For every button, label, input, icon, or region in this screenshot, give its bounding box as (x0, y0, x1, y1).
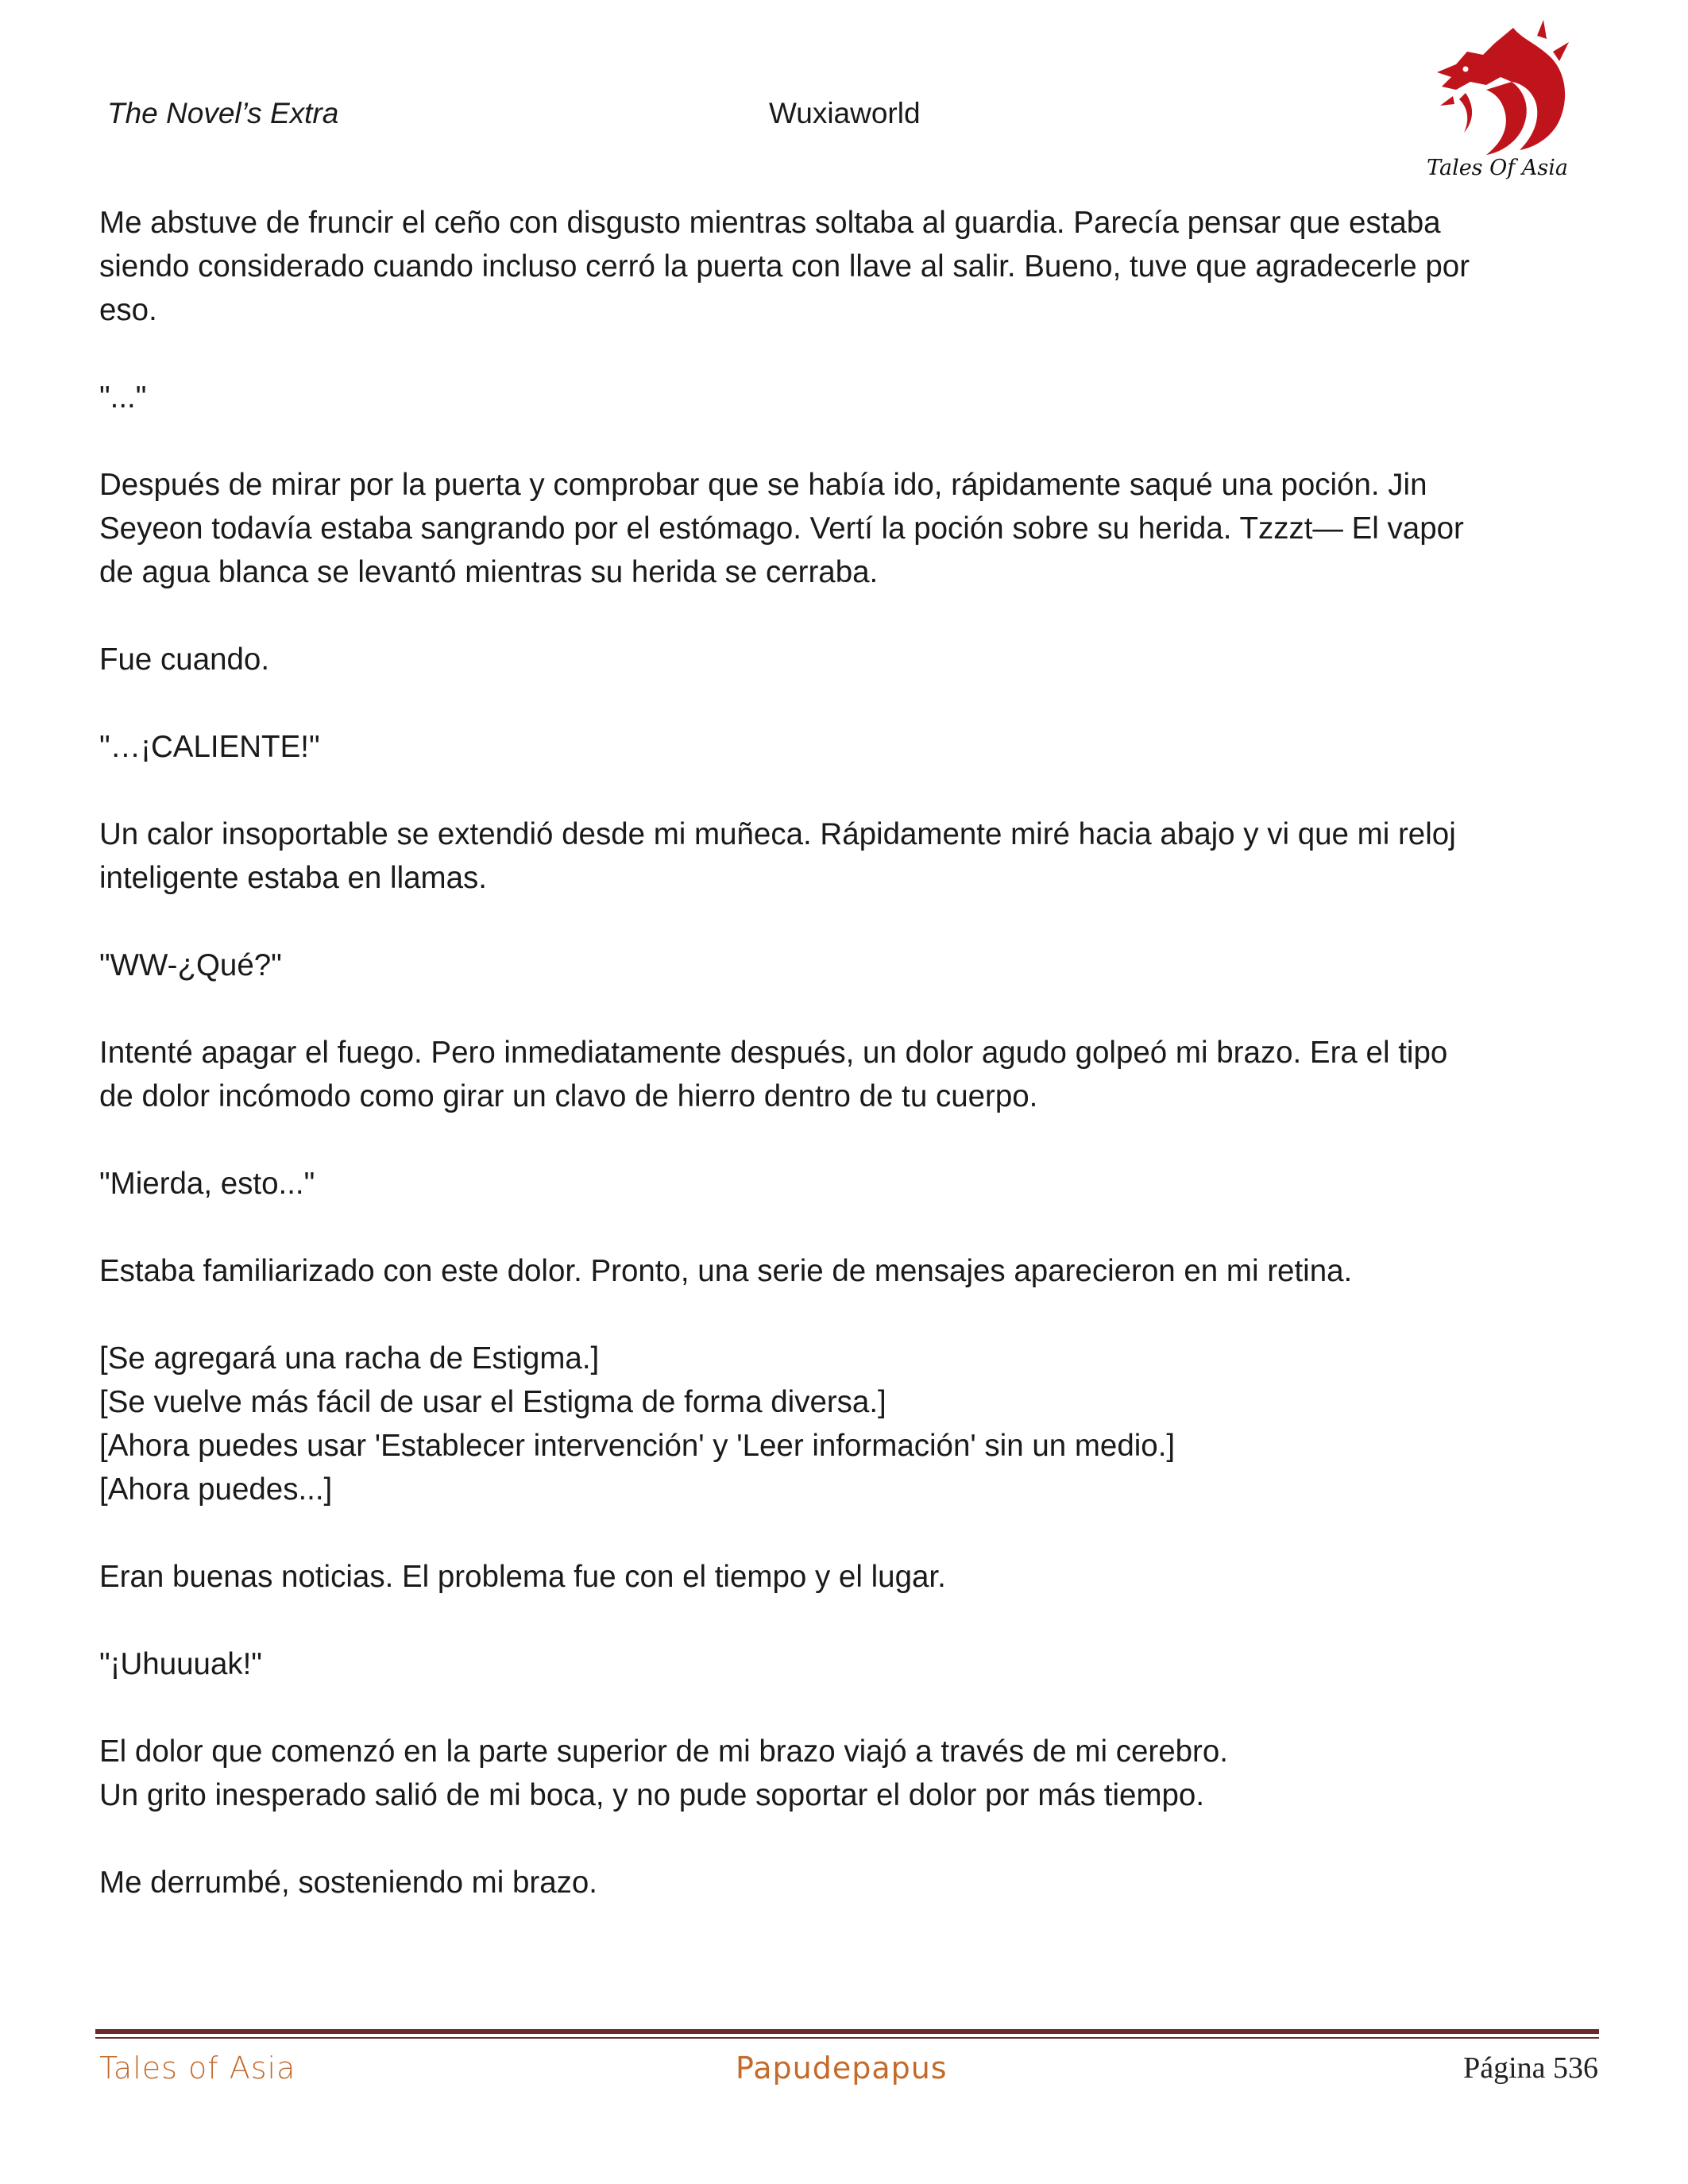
text-line: eso. (99, 293, 157, 327)
footer-rule (95, 2029, 1599, 2034)
logo-text: Tales Of Asia (1427, 156, 1568, 180)
text-line: de agua blanca se levantó mientras su herida se cerraba. (99, 555, 879, 589)
text-line: Eran buenas noticias. El problema fue con el tiempo y el lugar. (99, 1560, 946, 1594)
text-line: de dolor incómodo como girar un clavo de hierro dentro de tu cuerpo. (99, 1079, 1038, 1113)
text-line: [Se agregará una racha de Estigma.] (99, 1341, 600, 1376)
footer-translator: Papudepapus (736, 2051, 948, 2086)
text-line: Me abstuve de fruncir el ceño con disgusto mientras soltaba al guardia. Parecía pensar que estaba (99, 206, 1441, 240)
text-line: [Se vuelve más fácil de usar el Estigma de forma diversa.] (99, 1385, 886, 1419)
text-line: inteligente estaba en llamas. (99, 861, 487, 895)
text-line: "…¡CALIENTE!" (99, 730, 320, 764)
text-line: siendo considerado cuando incluso cerró la puerta con llave al salir. Bueno, tuve que agradecerle por (99, 249, 1470, 284)
text-line: "¡Uhuuuak!" (99, 1647, 262, 1681)
site-name: Wuxiaworld (769, 97, 921, 129)
footer-rule-thin (95, 2037, 1599, 2039)
text-line: "WW-¿Qué?" (99, 948, 282, 982)
text-line: [Ahora puedes usar 'Establecer intervención' y 'Leer información' sin un medio.] (99, 1429, 1176, 1463)
book-title: The Novel’s Extra (107, 97, 339, 129)
text-line: "..." (99, 380, 147, 415)
text-line: [Ahora puedes...] (99, 1472, 333, 1507)
text-line: Después de mirar por la puerta y comprobar que se había ido, rápidamente saqué una poción. Jin (99, 468, 1427, 502)
text-line: El dolor que comenzó en la parte superior de mi brazo viajó a través de mi cerebro. (99, 1734, 1228, 1769)
text-line: Me derrumbé, sosteniendo mi brazo. (99, 1866, 597, 1900)
text-line: Intenté apagar el fuego. Pero inmediatamente después, un dolor agudo golpeó mi brazo. Era el tipo (99, 1036, 1448, 1070)
text-line: Fue cuando. (99, 642, 270, 677)
text-line: "Mierda, esto..." (99, 1167, 315, 1201)
page-number: Página 536 (1463, 2051, 1598, 2085)
text-line: Estaba familiarizado con este dolor. Pronto, una serie de mensajes aparecieron en mi retina. (99, 1254, 1353, 1288)
footer-publisher: Tales of Asia (99, 2051, 296, 2086)
text-line: Un calor insoportable se extendió desde mi muñeca. Rápidamente miré hacia abajo y vi que mi reloj (99, 817, 1456, 851)
text-line: Seyeon todavía estaba sangrando por el estómago. Vertí la poción sobre su herida. Tzzzt— El vapor (99, 511, 1464, 546)
text-line: Un grito inesperado salió de mi boca, y no pude soportar el dolor por más tiempo. (99, 1778, 1205, 1812)
chapter-body (99, 201, 1593, 1904)
